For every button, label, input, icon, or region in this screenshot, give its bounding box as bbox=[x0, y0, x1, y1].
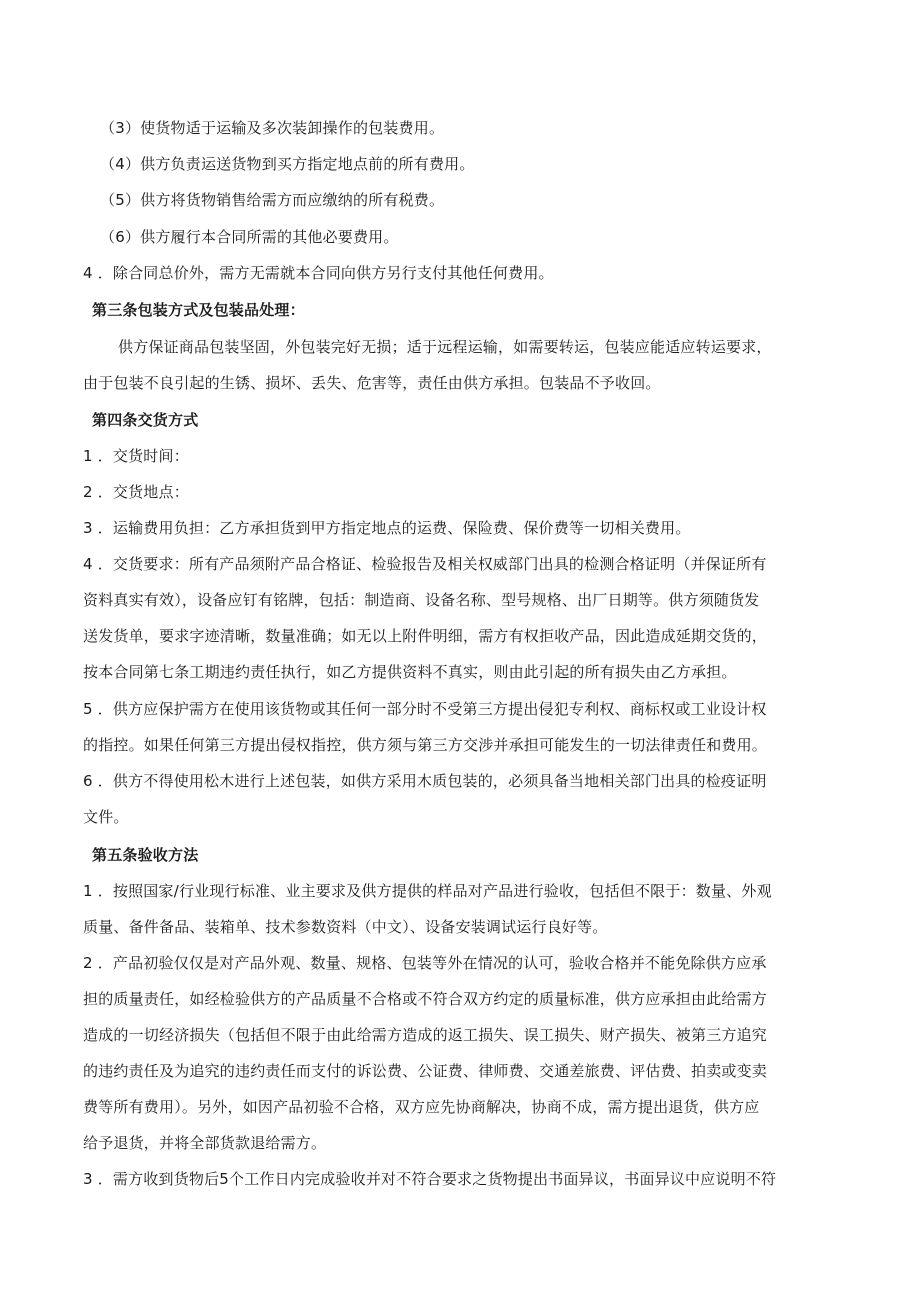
paragraph-line: 6 ．供方不得使用松木进行上述包装，如供方采用木质包装的，必须具备当地相关部门出具的检疫证明 bbox=[83, 772, 767, 790]
clause-4-line: 4 ．除合同总价外，需方无需就本合同向供方另行支付其他任何费用。 bbox=[83, 264, 554, 282]
paragraph-line: 造成的一切经济损失（包括但不限于由此给需方造成的返工损失、误工损失、财产损失、被第三方追究 bbox=[83, 1026, 768, 1044]
paragraph-line: 给予退货，并将全部货款退给需方。 bbox=[83, 1134, 327, 1152]
clause-item-4: （4）供方负责运送货物到买方指定地点前的所有费用。 bbox=[100, 155, 475, 173]
paragraph-line: 1 ．按照国家/行业现行标准、业主要求及供方提供的样品对产品进行验收，包括但不限于：数量、外观 bbox=[83, 882, 772, 900]
paragraph-line: 3 ．需方收到货物后5个工作日内完成验收并对不符合要求之货物提出书面异议，书面异议中应说明不符 bbox=[83, 1170, 777, 1188]
section-heading-article-3: 第三条包装方式及包装品处理： bbox=[92, 301, 305, 319]
paragraph-line: 按本合同第七条工期违约责任执行，如乙方提供资料不真实，则由此引起的所有损失由乙方承担。 bbox=[83, 663, 737, 681]
paragraph-line: 供方保证商品包装坚固，外包装完好无损；适于远程运输，如需要转运，包装应能适应转运要求， bbox=[118, 338, 772, 356]
paragraph-line: 2 ．产品初验仅仅是对产品外观、数量、规格、包装等外在情况的认可，验收合格并不能免除供方应承 bbox=[83, 954, 767, 972]
paragraph-line: 4 ．交货要求：所有产品须附产品合格证、检验报告及相关权威部门出具的检测合格证明（并保证所有 bbox=[83, 555, 767, 573]
paragraph-line: 质量、备件备品、装箱单、技术参数资料（中文）、设备安装调试运行良好等。 bbox=[83, 918, 608, 936]
section-heading-article-5: 第五条验收方法 bbox=[92, 846, 199, 864]
clause-item-3: （3）使货物适于运输及多次装卸操作的包装费用。 bbox=[100, 119, 445, 137]
paragraph-line: 担的质量责任，如经检验供方的产品质量不合格或不符合双方约定的质量标准，供方应承担由此给需方 bbox=[83, 990, 768, 1008]
paragraph-line: 资料真实有效），设备应钉有铭牌，包括：制造商、设备名称、型号规格、出厂日期等。供方须随货发 bbox=[83, 591, 760, 609]
paragraph-line: 的指控。如果任何第三方提出侵权指控，供方须与第三方交涉并承担可能发生的一切法律责任和费用。 bbox=[83, 736, 768, 754]
paragraph-line: 由于包装不良引起的生锈、损坏、丢失、危害等，责任由供方承担。包装品不予收回。 bbox=[83, 374, 661, 392]
transport-cost-line: 3 ．运输费用负担：乙方承担货到甲方指定地点的运费、保险费、保价费等一切相关费用。 bbox=[83, 519, 691, 537]
paragraph-line: 文件。 bbox=[83, 808, 129, 826]
clause-item-6: （6）供方履行本合同所需的其他必要费用。 bbox=[100, 228, 399, 246]
paragraph-line: 费等所有费用）。另外，如因产品初验不合格，双方应先协商解决，协商不成，需方提出退货，供方应 bbox=[83, 1098, 760, 1116]
section-heading-article-4: 第四条交货方式 bbox=[92, 411, 199, 429]
paragraph-line: 5 ．供方应保护需方在使用该货物或其任何一部分时不受第三方提出侵犯专利权、商标权或工业设计权 bbox=[83, 700, 767, 718]
paragraph-line: 送发货单，要求字迹清晰，数量准确；如无以上附件明细，需方有权拒收产品，因此造成延期交货的， bbox=[83, 627, 768, 645]
delivery-time-line: 1 ．交货时间： bbox=[83, 447, 189, 465]
paragraph-line: 的违约责任及为追究的违约责任而支付的诉讼费、公证费、律师费、交通差旅费、评估费、拍卖或变卖 bbox=[83, 1062, 768, 1080]
delivery-place-line: 2 ．交货地点： bbox=[83, 483, 189, 501]
clause-item-5: （5）供方将货物销售给需方而应缴纳的所有税费。 bbox=[100, 191, 445, 209]
